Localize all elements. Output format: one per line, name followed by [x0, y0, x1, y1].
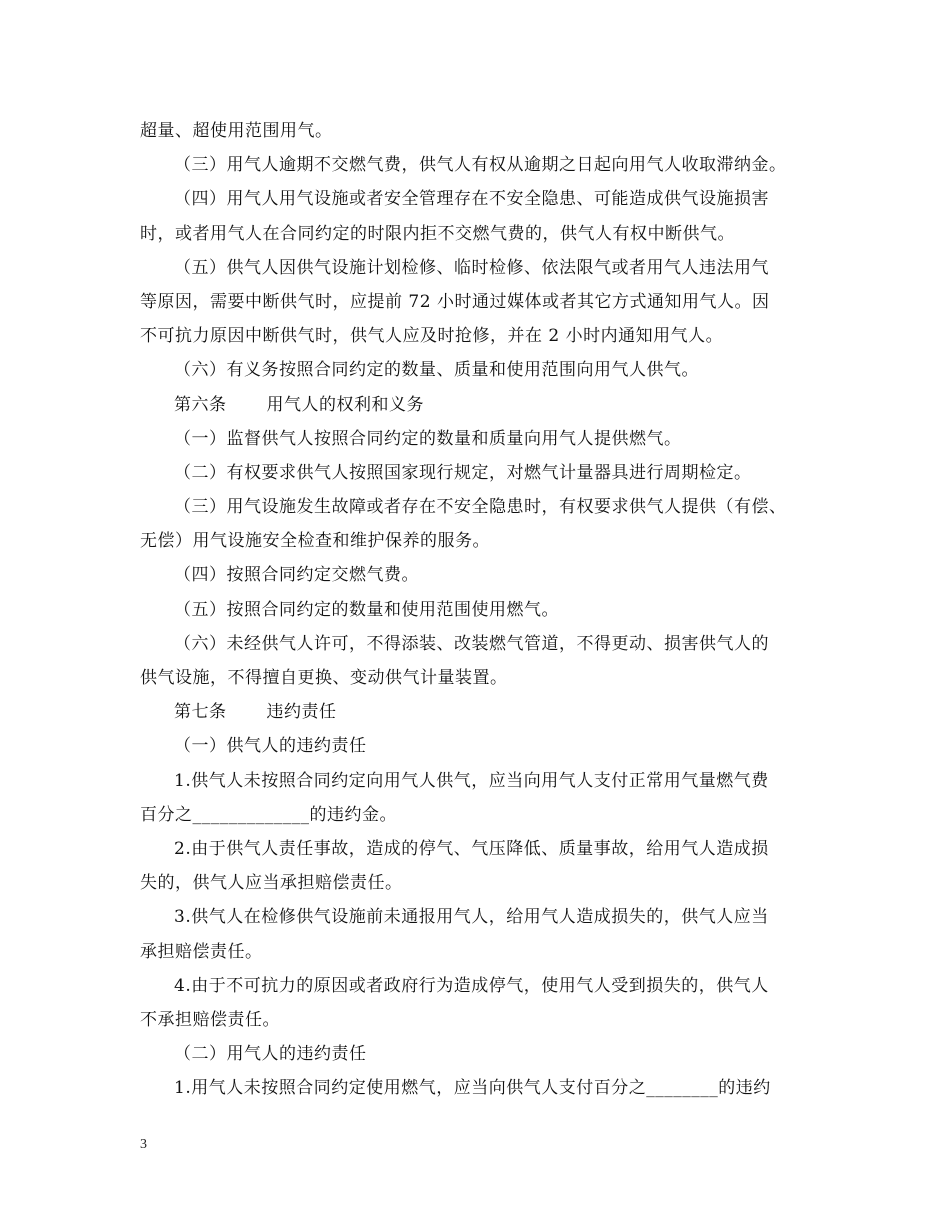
article-seven-number: 第七条: [174, 702, 227, 723]
paragraph-line: （四）用气人用气设施或者安全管理存在不安全隐患、可能造成供气设施损害: [174, 189, 769, 210]
paragraph-line: 不承担赔偿责任。: [140, 1009, 280, 1030]
paragraph-line: 不可抗力原因中断供气时，供气人应及时抢修，并在 2 小时内通知用气人。: [140, 326, 724, 347]
paragraph-line: 1.用气人未按照合同约定使用燃气，应当向供气人支付百分之________的违约: [174, 1078, 771, 1099]
paragraph-line: （二）有权要求供气人按照国家现行规定，对燃气计量器具进行周期检定。: [174, 462, 752, 483]
paragraph-line: 1.供气人未按照合同约定向用气人供气，应当向用气人支付正常用气量燃气费: [174, 770, 769, 791]
paragraph-line: 时，或者用气人在合同约定的时限内拒不交燃气费的，供气人有权中断供气。: [140, 223, 735, 244]
article-seven-heading: [140, 695, 820, 729]
paragraph-line: （六）未经供气人许可，不得添装、改装燃气管道，不得更动、损害供气人的: [174, 633, 769, 654]
article-six-title: 用气人的权利和义务: [266, 394, 424, 415]
paragraph-line: （三）用气设施发生故障或者存在不安全隐患时，有权要求供气人提供（有偿、: [174, 497, 787, 518]
paragraph-line: 承担赔偿责任。: [140, 941, 263, 962]
article-seven-title: 违约责任: [266, 702, 337, 723]
article-six-heading: [140, 388, 820, 422]
paragraph-line: （一）供气人的违约责任: [174, 736, 367, 757]
article-six-number: 第六条: [174, 394, 227, 415]
document-body: [140, 114, 820, 1105]
paragraph-line: （六）有义务按照合同约定的数量、质量和使用范围向用气人供气。: [174, 360, 699, 381]
paragraph-line: （四）按照合同约定交燃气费。: [174, 565, 419, 586]
paragraph-line: （二）用气人的违约责任: [174, 1044, 367, 1065]
paragraph-line: 2.由于供气人责任事故，造成的停气、气压降低、质量事故，给用气人造成损: [174, 838, 769, 859]
paragraph-line: （一）监督供气人按照合同约定的数量和质量向用气人提供燃气。: [174, 428, 682, 449]
paragraph-line: 百分之_____________的违约金。: [140, 804, 397, 825]
paragraph-line: 无偿）用气设施安全检查和维护保养的服务。: [140, 531, 490, 552]
paragraph-line: 供气设施，不得擅自更换、变动供气计量装置。: [140, 668, 508, 688]
paragraph-line: 4.由于不可抗力的原因或者政府行为造成停气，使用气人受到损失的，供气人: [174, 975, 769, 996]
paragraph-line: 等原因，需要中断供气时，应提前 72 小时通过媒体或者其它方式通知用气人。因: [140, 291, 770, 312]
page-number: 3: [140, 1137, 147, 1152]
paragraph-line: （五）供气人因供气设施计划检修、临时检修、依法限气或者用气人违法用气: [174, 257, 769, 278]
paragraph-line: （五）按照合同约定的数量和使用范围使用燃气。: [174, 599, 559, 620]
paragraph-line: 3.供气人在检修供气设施前未通报用气人，给用气人造成损失的，供气人应当: [174, 907, 769, 928]
paragraph-line: 失的，供气人应当承担赔偿责任。: [140, 873, 403, 894]
paragraph-line: （三）用气人逾期不交燃气费，供气人有权从逾期之日起向用气人收取滞纳金。: [174, 155, 787, 176]
paragraph-line: 超量、超使用范围用气。: [140, 121, 333, 141]
